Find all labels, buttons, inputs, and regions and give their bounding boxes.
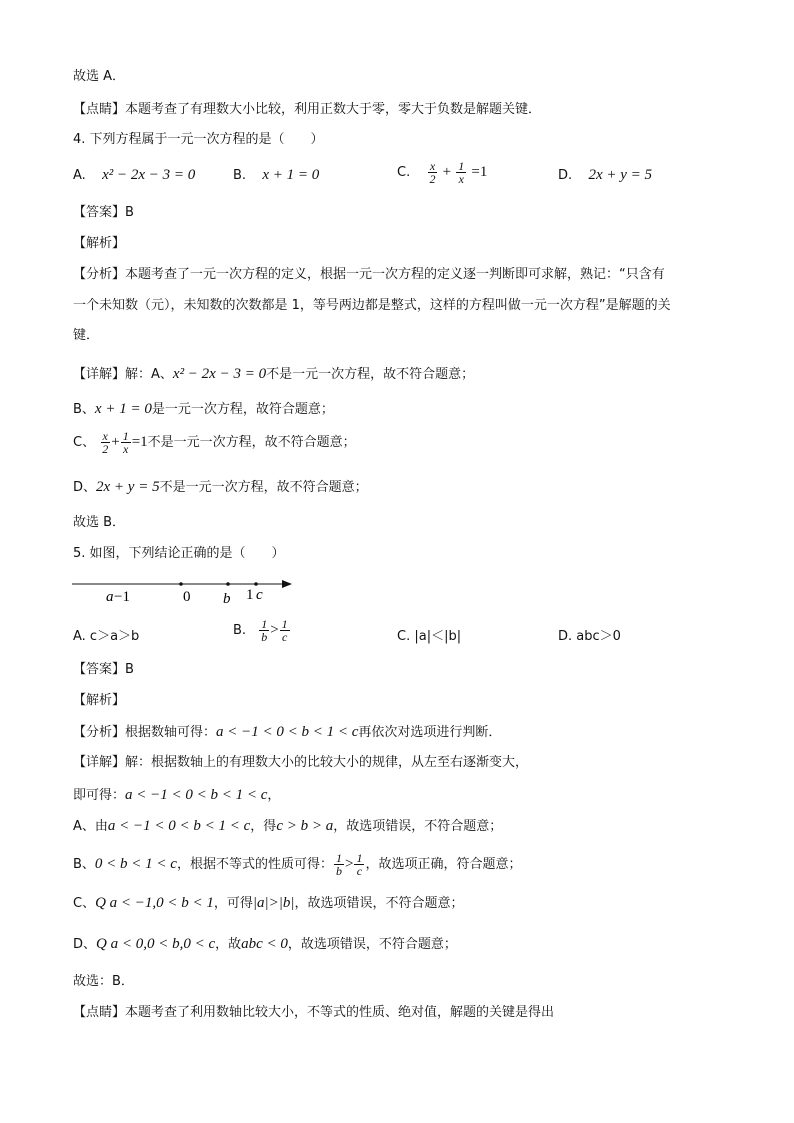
q4-option-d-expr: 2x + y = 5 <box>588 167 652 183</box>
q5-detail-d: D、Q a < 0,0 < b,0 < c，故abc < 0，故选项错误，不符合题意； <box>73 936 457 952</box>
q5-jiexi: 【解析】 <box>73 693 126 708</box>
q5-detail-intro: 【详解】解：根据数轴上的有理数大小的比较大小的规律，从左至右逐渐变大， <box>73 755 529 770</box>
q5-option-d: D. abc＞0 <box>558 629 621 644</box>
q4-analysis-1: 【分析】本题考查了一元一次方程的定义，根据一元一次方程的定义逐一判断即可求解，熟记：“只含有 <box>73 267 665 282</box>
q5-detail-c: C、Q a < −1,0 < b < 1，可得|a|>|b|，故选项错误，不符合题意； <box>73 895 464 911</box>
q4-option-a-label: A. <box>73 168 86 183</box>
conclusion-q3: 故选 A． <box>73 69 126 84</box>
q4-option-a <box>73 167 195 184</box>
q5-detail-a: A、由a < −1 < 0 < b < 1 < c，得c > b > a，故选项错误，不符合题意； <box>73 818 503 834</box>
q4-stem: 4. 下列方程属于一元一次方程的是（ ） <box>73 132 324 147</box>
dianjing-q3: 【点睛】本题考查了有理数大小比较，利用正数大于零，零大于负数是解题关键． <box>73 102 542 117</box>
q4-option-b <box>233 167 319 184</box>
q5-conclusion: 故选：B． <box>73 974 134 989</box>
nl-label-b: b <box>223 591 231 606</box>
nl-label-a: a <box>106 589 114 605</box>
plus-sign: + <box>442 164 452 180</box>
q4-option-b-label: B. <box>233 168 247 183</box>
nl-label-0: 0 <box>183 589 191 605</box>
fraction-x-over-2: $\frac{x}{2}$ <box>429 159 436 186</box>
q4-answer: 【答案】B <box>73 205 134 220</box>
q4-option-d <box>558 167 652 184</box>
q5-stem: 5. 如图，下列结论正确的是（ ） <box>73 546 285 561</box>
q5-detail-b: B、0 < b < 1 < c，根据不等式的性质可得： $\frac{1}{b}$ > $\frac{1}{c}$ ，故选项正确，符合题意； <box>73 851 522 878</box>
q4-option-c-label: C. <box>397 165 411 180</box>
fraction-1-over-x: $\frac{1}{x}$ <box>458 159 465 186</box>
q5-detail-ineq: 即可得：a < −1 < 0 < b < 1 < c， <box>73 787 281 803</box>
q4-detail-b: B、x + 1 = 0是一元一次方程，故符合题意； <box>73 401 334 417</box>
q4-jiexi: 【解析】 <box>73 236 126 251</box>
q4-analysis-3: 键． <box>73 328 100 343</box>
q4-detail-d: D、2x + y = 5不是一元一次方程，故不符合题意； <box>73 479 368 495</box>
q5-option-b: B. $\frac{1}{b}$ > $\frac{1}{c}$ <box>233 617 288 644</box>
q5-option-a: A. c＞a＞b <box>73 629 140 644</box>
q4-detail-a: 【详解】解：A、x² − 2x − 3 = 0不是一元一次方程，故不符合题意； <box>73 366 475 382</box>
q5-option-c: C. |a|＜|b| <box>397 629 462 644</box>
q4-detail-c: C、 $\frac{x}{2}$ + $\frac{1}{x}$ =1不是一元一次方程，故不符合题意； <box>73 429 356 456</box>
q4-analysis-2: 一个未知数（元），未知数的次数都是 1，等号两边都是整式，这样的方程叫做一元一次方程”是解题的关 <box>73 298 671 313</box>
q4-option-a-expr: x² − 2x − 3 = 0 <box>102 167 196 183</box>
q4-option-d-label: D. <box>558 168 573 183</box>
q4-option-b-expr: x + 1 = 0 <box>262 167 320 183</box>
q4-conclusion: 故选 B． <box>73 515 126 530</box>
nl-label-1: 1 <box>246 587 254 603</box>
nl-label-neg1: −1 <box>114 589 130 605</box>
q5-dianjing: 【点睛】本题考查了利用数轴比较大小，不等式的性质、绝对值，解题的关键是得出 <box>73 1005 555 1020</box>
equals-one: =1 <box>471 164 488 180</box>
q4-option-c <box>397 160 487 185</box>
nl-label-c: c <box>256 587 263 603</box>
q5-analysis: 【分析】根据数轴可得：a < −1 < 0 < b < 1 < c再依次对选项进行判断． <box>73 724 502 740</box>
number-line <box>70 572 300 606</box>
q5-answer: 【答案】B <box>73 662 134 677</box>
